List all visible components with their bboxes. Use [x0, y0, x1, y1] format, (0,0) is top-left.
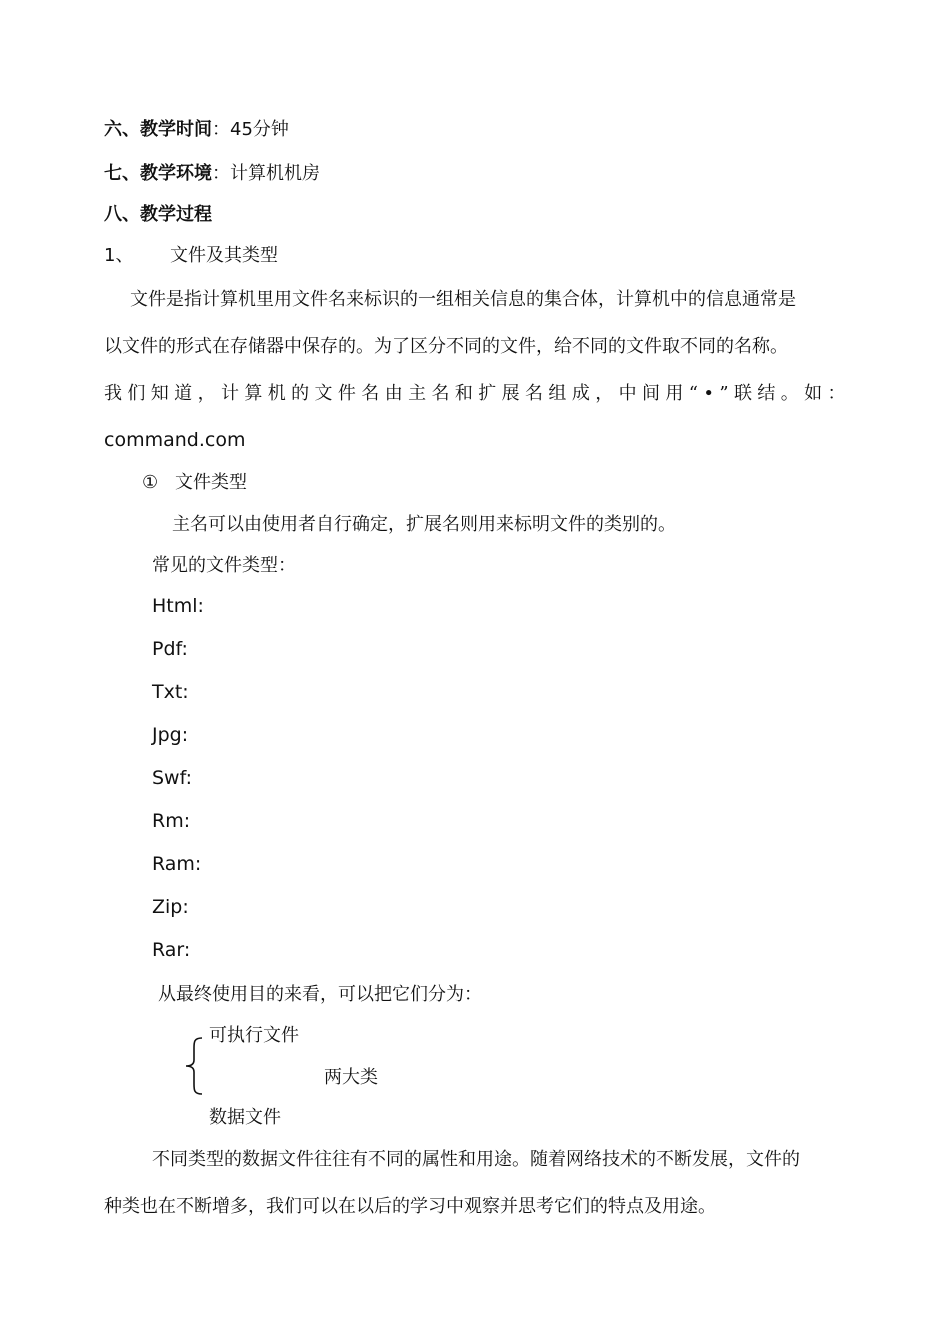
intro-line-3-char: 。 [780, 383, 799, 404]
intro-line-3-char: 用 [665, 383, 684, 404]
intro-line-3-char: “ [688, 383, 698, 404]
intro-line-3-char: ， [595, 383, 614, 404]
classification-two-kinds: 两大类 [324, 1067, 378, 1088]
intro-line-4: command.com [104, 429, 246, 451]
intro-line-3-char: 间 [641, 383, 660, 404]
teaching-environment-value: 计算机机房 [230, 163, 320, 184]
teaching-environment-heading: 七、教学环境 [104, 163, 212, 184]
intro-line-3-char: ， [197, 383, 216, 404]
file-type-item: Rm: [152, 810, 191, 832]
file-type-item: Rar: [152, 939, 191, 961]
teaching-time-heading: 六、教学时间 [104, 119, 212, 140]
teaching-process-heading: 八、教学过程 [104, 204, 212, 225]
intro-line-3-char: 结 [757, 383, 776, 404]
intro-line-3-char: 名 [431, 383, 450, 404]
intro-line-3-char: 文 [314, 383, 333, 404]
intro-line-3-char: 的 [291, 383, 310, 404]
intro-line-3-char: 名 [525, 383, 544, 404]
intro-line-3-char: 组 [548, 383, 567, 404]
closing-line-2: 种类也在不断增多，我们可以在以后的学习中观察并思考它们的特点及用途。 [104, 1196, 716, 1217]
topic-number [104, 244, 133, 268]
intro-line-3-char: 们 [127, 383, 146, 404]
intro-line-3-char: 如 [804, 383, 823, 404]
intro-line-3-char: 中 [618, 383, 637, 404]
topic-title: 文件及其类型 [170, 245, 278, 266]
intro-line-3-char: 计 [220, 383, 239, 404]
classification-data: 数据文件 [209, 1107, 281, 1128]
intro-line-3-char: ： [827, 383, 846, 404]
classification-executable: 可执行文件 [209, 1025, 299, 1046]
intro-line-3-char: 联 [733, 383, 752, 404]
teaching-environment-separator: ： [212, 163, 230, 184]
intro-line-3-char: 道 [174, 383, 193, 404]
teaching-environment-line [104, 162, 320, 186]
intro-line-3-char: 件 [337, 383, 356, 404]
file-type-item: Swf: [152, 767, 193, 789]
intro-line-3-char: 主 [408, 383, 427, 404]
teaching-time-number: 45 [230, 119, 253, 140]
intro-line-3-char: 机 [267, 383, 286, 404]
topic-number-text: 1、 [104, 245, 134, 266]
intro-line-1: 文件是指计算机里用文件名来标识的一组相关信息的集合体，计算机中的信息通常是 [130, 289, 796, 310]
subsection-marker: ① [142, 472, 159, 493]
intro-line-3-char: 展 [501, 383, 520, 404]
file-type-item: Html: [152, 595, 204, 617]
naming-note: 主名可以由使用者自行确定，扩展名则用来标明文件的类别的。 [172, 514, 676, 535]
teaching-time-line [104, 118, 289, 142]
file-type-item: Zip: [152, 896, 189, 918]
intro-line-3-char: 扩 [478, 383, 497, 404]
file-type-item: Jpg: [152, 724, 189, 746]
teaching-time-separator: ： [212, 119, 230, 140]
curly-brace-icon [182, 1036, 208, 1096]
intro-line-3-char: 名 [361, 383, 380, 404]
intro-line-2: 以文件的形式在存储器中保存的。为了区分不同的文件，给不同的文件取不同的名称。 [104, 336, 788, 357]
teaching-time-unit: 分钟 [252, 119, 289, 140]
classify-intro: 从最终使用目的来看，可以把它们分为： [158, 984, 482, 1005]
intro-line-3-char: 由 [384, 383, 403, 404]
intro-line-3-char: 和 [454, 383, 473, 404]
intro-line-3-char: 算 [244, 383, 263, 404]
common-types-label: 常见的文件类型： [152, 555, 296, 576]
intro-line-3-char: 知 [150, 383, 169, 404]
intro-line-3-char: ” [719, 383, 729, 404]
intro-line-3 [104, 382, 846, 406]
file-type-item: Pdf: [152, 638, 188, 660]
intro-line-3-char: 成 [571, 383, 590, 404]
file-type-item: Ram: [152, 853, 202, 875]
intro-line-3-char: • [703, 383, 714, 404]
subsection-title: 文件类型 [175, 472, 247, 493]
intro-line-3-char: 我 [104, 383, 122, 404]
file-type-item: Txt: [152, 681, 189, 703]
closing-line-1: 不同类型的数据文件往往有不同的属性和用途。随着网络技术的不断发展，文件的 [152, 1149, 800, 1170]
